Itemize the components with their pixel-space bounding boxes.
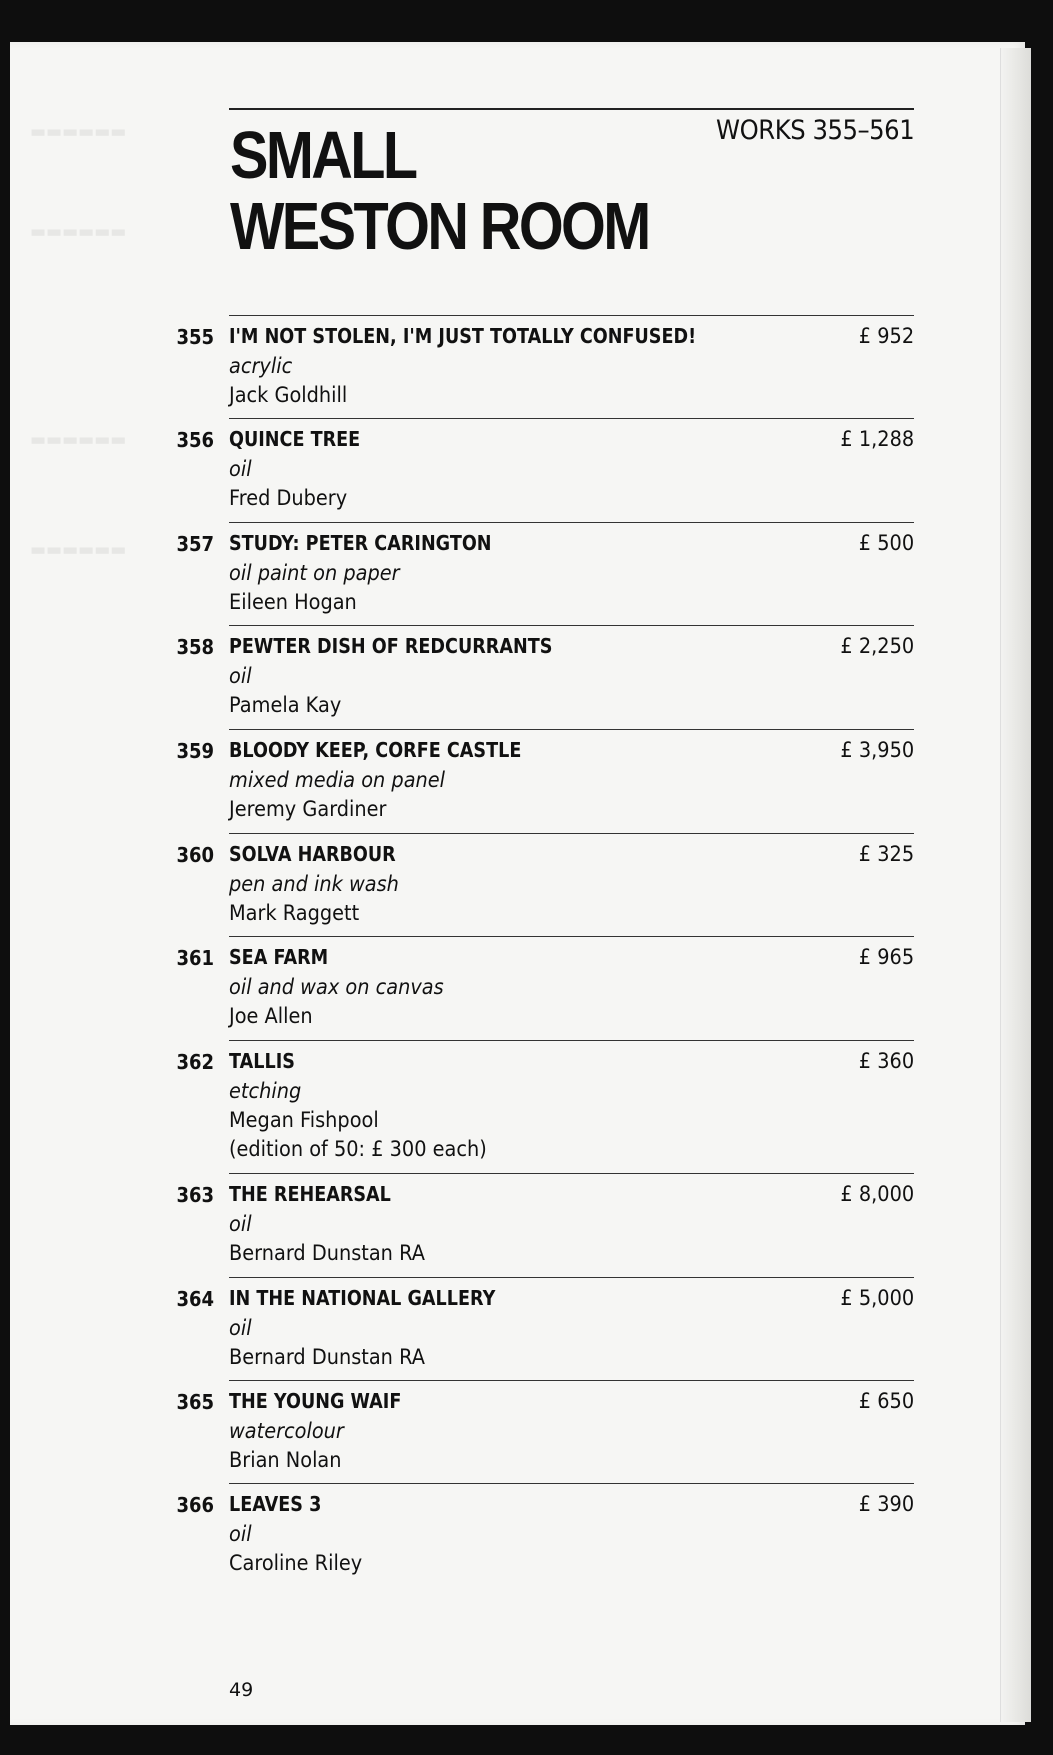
entry-medium: oil and wax on canvas [229, 975, 444, 999]
entry-artist: Pamela Kay [229, 693, 342, 717]
catalogue-entry [176, 936, 914, 1040]
entry-number: 365 [176, 1390, 214, 1414]
entry-price: £ 2,250 [840, 634, 914, 658]
entry-title: SOLVA HARBOUR [229, 842, 396, 866]
catalogue-entry [176, 1483, 914, 1587]
page-number: 49 [229, 1679, 254, 1701]
entry-number: 358 [176, 635, 214, 659]
entry-artist: Bernard Dunstan RA [229, 1241, 425, 1265]
entry-medium: watercolour [229, 1419, 344, 1443]
entry-price: £ 3,950 [840, 738, 914, 762]
entry-artist: Bernard Dunstan RA [229, 1345, 425, 1369]
entry-title: PEWTER DISH OF REDCURRANTS [229, 634, 553, 658]
catalogue-entry [176, 625, 914, 729]
entry-price: £ 965 [858, 945, 914, 969]
entry-artist: Caroline Riley [229, 1551, 363, 1575]
entry-title: LEAVES 3 [229, 1492, 322, 1516]
show-through-text: ▬▬▬▬▬▬ [30, 122, 127, 142]
entry-medium: acrylic [229, 354, 293, 378]
entry-number: 360 [176, 843, 214, 867]
entry-price: £ 390 [858, 1492, 914, 1516]
entry-number: 366 [176, 1493, 214, 1517]
show-through-text: ▬▬▬▬▬▬ [30, 430, 127, 450]
entry-artist: Joe Allen [229, 1004, 313, 1028]
entry-number: 355 [176, 325, 214, 349]
entry-number: 356 [176, 428, 214, 452]
entry-artist: Eileen Hogan [229, 590, 357, 614]
entry-medium: etching [229, 1079, 302, 1103]
catalogue-entry [176, 1277, 914, 1381]
catalogue-entry [176, 833, 914, 937]
catalogue-entry [176, 1173, 914, 1277]
entry-artist: Brian Nolan [229, 1448, 342, 1472]
show-through-text: ▬▬▬▬▬▬ [30, 222, 127, 242]
page-stack-edge [1000, 48, 1031, 1722]
entry-medium: oil paint on paper [229, 561, 400, 585]
entry-number: 363 [176, 1183, 214, 1207]
entry-title: THE YOUNG WAIF [229, 1389, 402, 1413]
works-range: WORKS 355–561 [715, 115, 914, 146]
entry-number: 359 [176, 739, 214, 763]
entry-title: I'M NOT STOLEN, I'M JUST TOTALLY CONFUSED! [229, 324, 697, 348]
entry-price: £ 650 [858, 1389, 914, 1413]
entry-medium: pen and ink wash [229, 872, 399, 896]
entry-title: TALLIS [229, 1049, 295, 1073]
catalogue-entry [176, 1040, 914, 1174]
entry-artist: Fred Dubery [229, 486, 348, 510]
entry-title: SEA FARM [229, 945, 329, 969]
catalogue-entry [176, 729, 914, 833]
entry-price: £ 952 [858, 324, 914, 348]
entry-title: IN THE NATIONAL GALLERY [229, 1286, 496, 1310]
entry-medium: oil [229, 1522, 252, 1546]
entry-number: 364 [176, 1287, 214, 1311]
entry-price: £ 325 [858, 842, 914, 866]
entry-medium: oil [229, 1316, 252, 1340]
entry-price: £ 8,000 [840, 1182, 914, 1206]
entry-medium: oil [229, 664, 252, 688]
entry-price: £ 500 [858, 531, 914, 555]
entry-artist: Jeremy Gardiner [229, 797, 387, 821]
catalogue-entry [176, 418, 914, 522]
entry-medium: oil [229, 457, 252, 481]
entry-medium: oil [229, 1212, 252, 1236]
entry-edition-note: (edition of 50: £ 300 each) [229, 1137, 487, 1161]
room-title: SMALL WESTON ROOM [230, 118, 649, 264]
entry-number: 357 [176, 532, 214, 556]
entry-price: £ 360 [858, 1049, 914, 1073]
show-through-text: ▬▬▬▬▬▬ [30, 540, 127, 560]
catalogue-entry [176, 522, 914, 626]
entry-medium: mixed media on panel [229, 768, 446, 792]
entry-title: QUINCE TREE [229, 427, 361, 451]
entry-price: £ 5,000 [840, 1286, 914, 1310]
entry-price: £ 1,288 [840, 427, 914, 451]
entry-artist: Jack Goldhill [229, 383, 348, 407]
entry-number: 362 [176, 1050, 214, 1074]
entry-artist: Megan Fishpool [229, 1108, 379, 1132]
entry-title: BLOODY KEEP, CORFE CASTLE [229, 738, 522, 762]
entry-artist: Mark Raggett [229, 901, 360, 925]
entry-title: THE REHEARSAL [229, 1182, 391, 1206]
catalogue-entry [176, 1380, 914, 1484]
entry-number: 361 [176, 946, 214, 970]
page-header [229, 108, 914, 315]
catalogue-entry [176, 315, 914, 419]
entry-title: STUDY: PETER CARINGTON [229, 531, 492, 555]
